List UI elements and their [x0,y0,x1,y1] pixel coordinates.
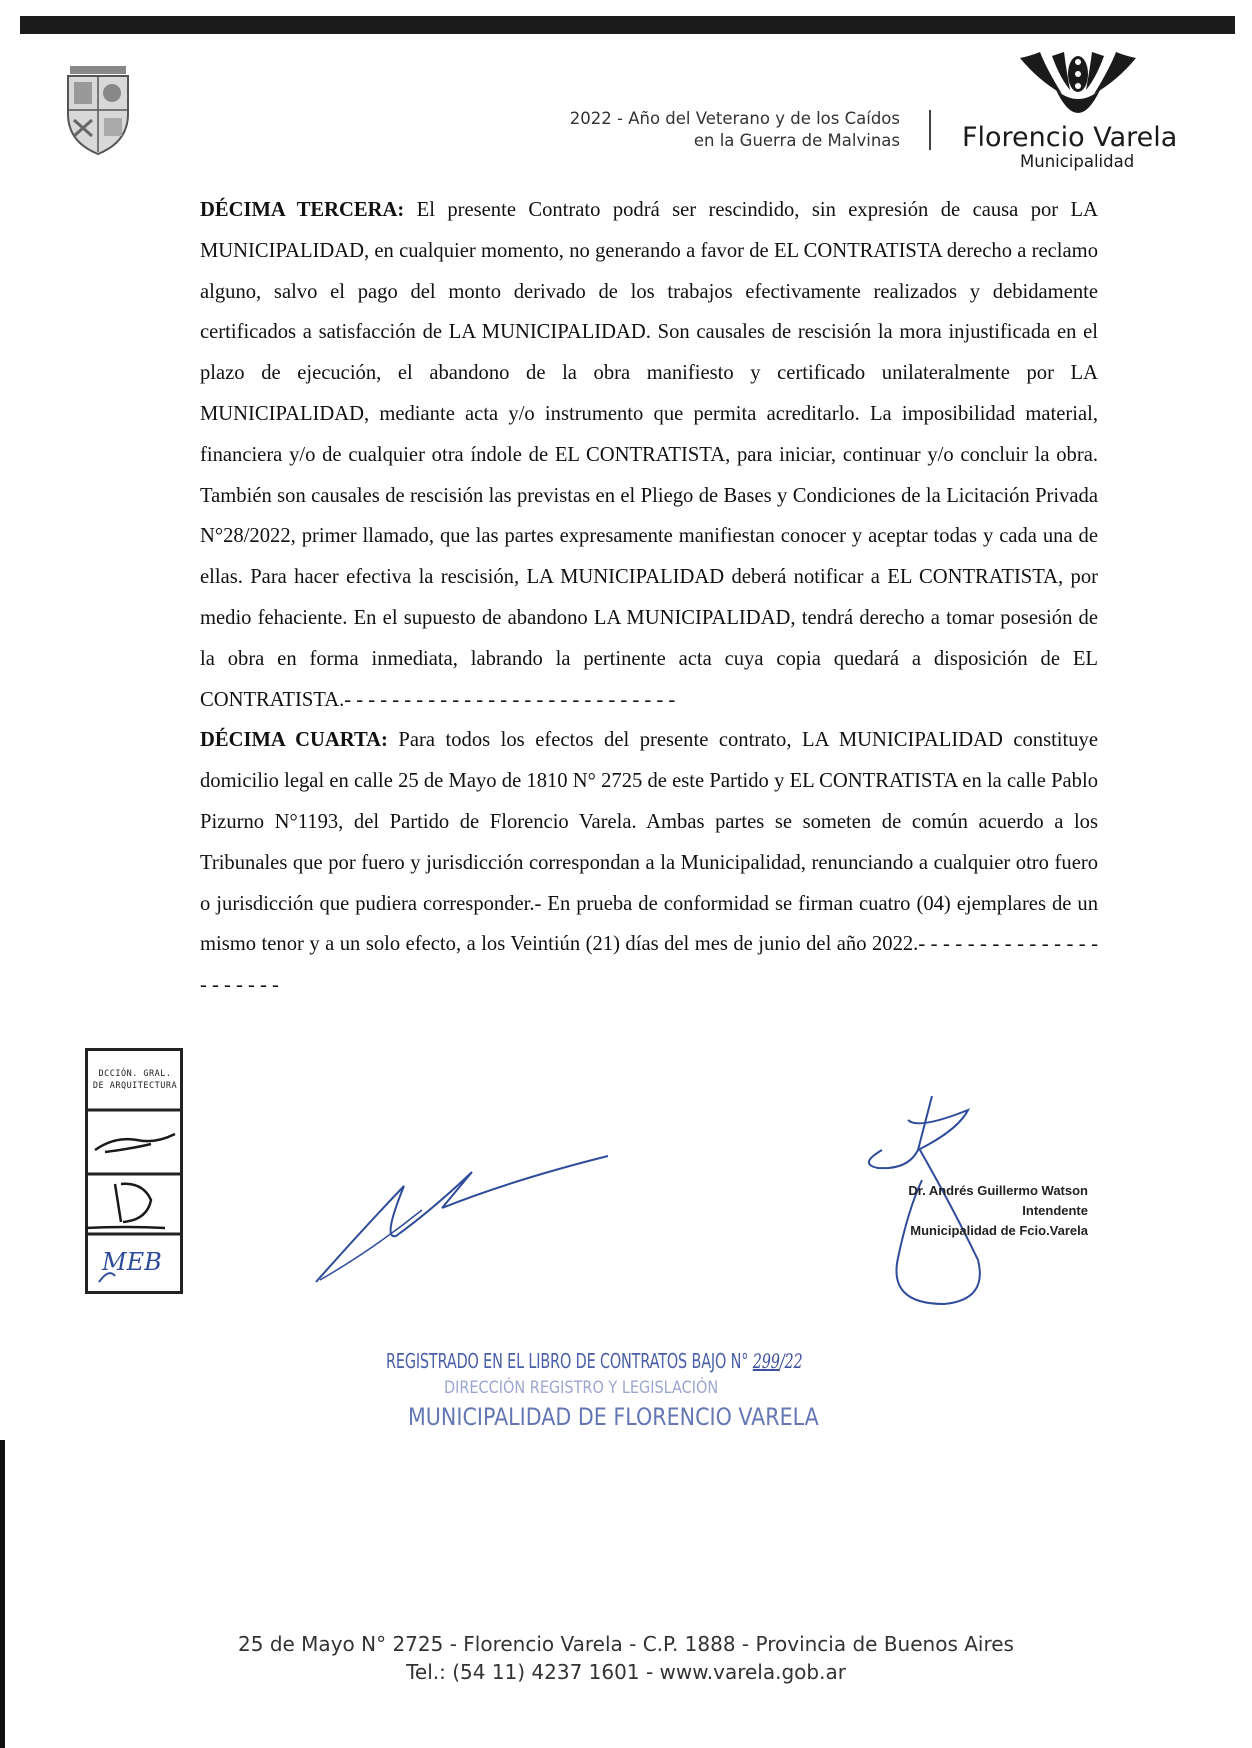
clause-fourteen [200,720,1098,1006]
clause-fourteen-heading: DÉCIMA CUARTA: [200,729,388,752]
clause-thirteen-text: El presente Contrato podrá ser rescindido, sin expresión de causa por LA MUNICIPALIDAD, en cualquier momento, no generando a favor de EL CONTRATISTA derecho a reclamo alguno, salvo el pago del monto derivado de los trabajos efectivamente realizados y debidamente certificados a satisfacción de LA MUNICIPALIDAD. Son causales de rescisión la mora injustificada en el plazo de ejecución, el abandono de la obra manifiesto y certificado unilateralmente por LA MUNICIPALIDAD, mediante acta y/o instrumento que permita acreditarlo. La imposibilidad material, financiera y/o de cualquier otra índole de EL CONTRATISTA, para iniciar, continuar y/o concluir la obra. También son causales de rescisión las previstas en el Pliego de Bases y Condiciones de la Licitación Privada N°28/2022, primer llamado, que las partes expresamente manifiestan conocer y aceptar todas y cada una de ellas. Para hacer efectiva la rescisión, LA MUNICIPALIDAD deberá notificar a EL CONTRATISTA, por medio fehaciente. En el supuesto de abandono LA MUNICIPALIDAD, tendrá derecho a tomar posesión de la obra en forma inmediata, labrando la pertinente acta cuya copia quedará a disposición de EL CONTRATISTA.- - - - - - - - - - - - - - - - - - - - - - - - - - - - [200,199,1098,711]
contract-body [200,190,1098,1006]
footer [120,1630,1132,1686]
approval-label-line-1: DCCIÓN. GRAL. [98,1069,172,1079]
signatory-role: Intendente [1022,1203,1088,1218]
approval-label-line-2: DE ARQUITECTURA [92,1081,178,1091]
footer-contact: Tel.: (54 11) 4237 1601 - www.varela.gob.ar [406,1660,846,1684]
brand-name: Florencio Varela [962,122,1178,153]
clause-fourteen-text: Para todos los efectos del presente contrato, LA MUNICIPALIDAD constituye domicilio legal en calle 25 de Mayo de 1810 N° 2725 de este Partido y EL CONTRATISTA en la calle Pablo Pizurno N°1193, del Partido de Florencio Varela. Ambas partes se someten de común acuerdo a los Tribunales que por fuero y jurisdicción correspondan a la Municipalidad, renunciando a cualquier otro fuero o jurisdicción que pudiera corresponder.- En prueba de conformidad se firman cuatro (04) ejemplares de un mismo tenor y a un solo efecto, a los Veintiún (21) días del mes de junio del año 2022.- - - - - - - - - - - - - - - - - - - - - - [200,729,1098,997]
approval-box-label [89,1068,181,1092]
brand-subtitle: Municipalidad [1020,152,1135,171]
year-motto [470,108,900,152]
signatory-block [858,1181,1088,1241]
stamp-line-1: REGISTRADO EN EL LIBRO DE CONTRATOS BAJO N° 299/22 [386,1349,803,1373]
stamp-number: 299 [752,1349,780,1373]
municipal-coat-of-arms-icon [62,64,134,156]
scan-left-edge [0,1440,5,1748]
florencio-varela-logo-icon [1016,50,1140,124]
clause-thirteen [200,190,1098,720]
stamp-line-3: MUNICIPALIDAD DE FLORENCIO VARELA [408,1403,819,1431]
approval-initials: MEB [102,1248,162,1276]
scan-edge-bar [20,16,1235,34]
clause-thirteen-heading: DÉCIMA TERCERA: [200,199,405,221]
motto-line-1: 2022 - Año del Veterano y de los Caídos [569,109,900,128]
signatory-entity: Municipalidad de Fcio.Varela [910,1223,1088,1238]
stamp-line-2: DIRECCIÓN REGISTRO Y LEGISLACIÓN [444,1378,719,1398]
motto-line-2: en la Guerra de Malvinas [693,131,900,150]
stamp-register-text: REGISTRADO EN EL LIBRO DE CONTRATOS BAJO N° [386,1349,749,1373]
footer-address: 25 de Mayo N° 2725 - Florencio Varela - C.P. 1888 - Provincia de Buenos Aires [238,1632,1014,1656]
contractor-signature [312,1150,612,1290]
stamp-year: 22 [784,1349,803,1373]
signatory-name: Dr. Andrés Guillermo Watson [908,1183,1088,1198]
registration-stamp [386,1346,906,1434]
header-divider [929,110,931,150]
